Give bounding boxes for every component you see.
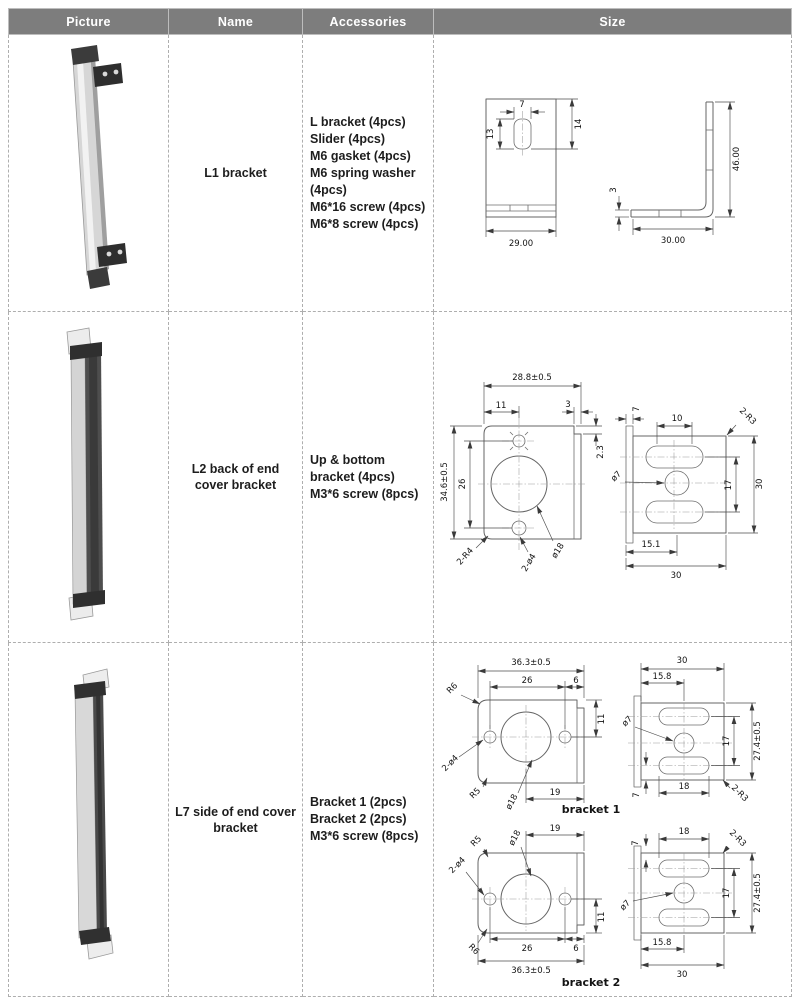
dim-hole-offset: 11	[495, 401, 507, 411]
dim-width: 30	[676, 656, 688, 666]
dim-height: 30	[755, 478, 765, 490]
bracket1-label: bracket 1	[561, 803, 621, 816]
dim-corner-radius: 2-R4	[455, 545, 476, 568]
dim-edge: 6	[573, 676, 579, 686]
accessory-item: M6 spring washer (4pcs)	[310, 165, 416, 197]
dim-big-hole: ø18	[507, 828, 524, 848]
dim-slot-span: 17	[722, 887, 732, 899]
dim-corner-radius-top: R6	[445, 681, 461, 697]
accessories-cell-l7	[303, 643, 434, 997]
dim-hole-offset: 15.1	[641, 540, 661, 550]
dim-slot-height: 13	[486, 128, 496, 140]
col-header-accessories: Accessories	[303, 9, 434, 35]
dim-center-offset: 19	[549, 788, 561, 798]
dim-flange: 3	[565, 400, 571, 410]
col-header-picture: Picture	[9, 9, 169, 35]
dim-thickness: 3	[609, 187, 619, 193]
table-row-l1	[9, 35, 792, 312]
l7-bracket1-front-view	[440, 658, 607, 811]
accessories-cell-l2	[303, 312, 434, 643]
product-image-cell-l1	[9, 35, 169, 312]
accessory-item: Up & bottom bracket (4pcs)	[310, 452, 395, 484]
size-cell-l7	[434, 643, 792, 997]
dim-height: 27.4±0.5	[753, 721, 763, 761]
col-header-size: Size	[434, 9, 792, 35]
dim-step: 2.3	[596, 445, 606, 459]
dim-height-offset: 11	[597, 911, 607, 923]
dim-width: 28.8±0.5	[512, 373, 552, 383]
dim-hole-offset: 15.8	[652, 672, 672, 682]
dim-edge: 7	[631, 840, 641, 846]
dim-width: 30	[676, 970, 688, 980]
dim-slot-span: 17	[722, 735, 732, 747]
header-row	[9, 9, 792, 35]
accessory-item: M6*8 screw (4pcs)	[310, 216, 419, 231]
l2-front-view	[440, 373, 606, 574]
table-row-l2	[9, 312, 792, 643]
product-photo-l2-bracket	[9, 312, 167, 637]
accessory-item: Bracket 1 (2pcs)	[310, 795, 407, 809]
dim-top-offset: 14	[574, 118, 584, 130]
dim-width: 30	[670, 571, 682, 581]
dim-edge: 6	[573, 944, 579, 954]
dim-hole: ø7	[609, 469, 624, 484]
name-cell-l1	[169, 35, 303, 312]
product-name: L2 back of end cover bracket	[191, 462, 280, 492]
dim-width: 36.3±0.5	[511, 658, 551, 668]
dim-slot-width: 7	[519, 100, 525, 110]
dim-width: 36.3±0.5	[511, 966, 551, 976]
accessory-item: L bracket (4pcs)	[310, 114, 406, 129]
l7-bracket2-side-view	[618, 827, 763, 980]
dim-width: 30.00	[660, 236, 686, 246]
product-name: L1 bracket	[204, 166, 267, 180]
technical-drawing-l1	[434, 35, 790, 306]
dim-big-hole: ø18	[549, 541, 567, 561]
product-photo-l1-bracket	[9, 35, 167, 306]
dim-small-holes: 2-ø4	[440, 753, 461, 774]
dim-flange-width: 7	[632, 406, 642, 412]
l1-side-view	[609, 102, 742, 246]
product-name: L7 side of end cover bracket	[175, 804, 296, 835]
product-image-cell-l2	[9, 312, 169, 643]
col-header-name: Name	[169, 9, 303, 35]
accessory-item: M3*6 screw (8pcs)	[310, 486, 419, 501]
dim-center-offset: 19	[549, 824, 561, 834]
size-cell-l1	[434, 35, 792, 312]
dim-edge: 7	[632, 792, 642, 798]
dim-slot-length: 18	[678, 827, 690, 837]
dim-hole-offset: 15.8	[652, 938, 672, 948]
accessory-item: M6 gasket (4pcs)	[310, 148, 411, 163]
dim-hole-span: 26	[521, 944, 533, 954]
accessory-item: Bracket 2 (2pcs)	[310, 812, 407, 826]
dim-corner-radius-bottom: R6	[465, 942, 481, 958]
technical-drawing-l2	[434, 312, 790, 637]
accessory-item: M6*16 screw (4pcs)	[310, 199, 426, 214]
dim-hole: ø7	[618, 898, 633, 913]
dim-height: 34.6±0.5	[440, 462, 450, 502]
sensor-bar-with-l-brackets	[71, 45, 127, 289]
l7-bracket2-front-view	[447, 824, 607, 976]
name-cell-l7	[169, 643, 303, 997]
dim-small-holes: 2-ø4	[520, 552, 539, 574]
light-curtain-with-end-brackets	[67, 328, 105, 620]
size-cell-l2	[434, 312, 792, 643]
light-curtain-with-side-brackets	[74, 669, 113, 959]
dim-corner-radius-top: R5	[469, 834, 485, 850]
dim-corner-radius: 2-R3	[736, 406, 758, 428]
dim-big-hole: ø18	[504, 792, 521, 812]
product-image-cell-l7	[9, 643, 169, 997]
l1-front-view	[486, 99, 584, 249]
dim-hole-span: 26	[521, 676, 533, 686]
dim-slot-length: 18	[678, 782, 690, 792]
dim-width: 29.00	[508, 239, 534, 249]
dim-small-holes: 2-ø4	[447, 855, 468, 876]
name-cell-l2	[169, 312, 303, 643]
l2-side-view	[609, 406, 765, 581]
technical-drawing-l7	[434, 643, 790, 991]
dim-corner-radius: 2-R3	[726, 828, 748, 850]
dim-height: 27.4±0.5	[753, 873, 763, 913]
accessory-item: M3*6 screw (8pcs)	[310, 829, 419, 843]
accessories-cell-l1	[303, 35, 434, 312]
accessory-item: Slider (4pcs)	[310, 131, 386, 146]
dim-height-offset: 11	[597, 713, 607, 725]
l7-bracket1-side-view	[620, 656, 763, 804]
table-row-l7	[9, 643, 792, 997]
product-photo-l7-bracket	[9, 643, 167, 991]
dim-height: 46.00	[732, 146, 742, 172]
accessories-table	[8, 8, 792, 997]
dim-corner-radius: 2-R3	[728, 783, 750, 805]
dim-slot-span-top: 10	[671, 414, 683, 424]
dim-hole-span: 26	[458, 478, 468, 490]
dim-slot-span: 17	[724, 479, 734, 491]
dim-hole: ø7	[620, 714, 635, 729]
dim-corner-radius-bottom: R5	[468, 786, 484, 802]
bracket2-label: bracket 2	[561, 976, 621, 989]
